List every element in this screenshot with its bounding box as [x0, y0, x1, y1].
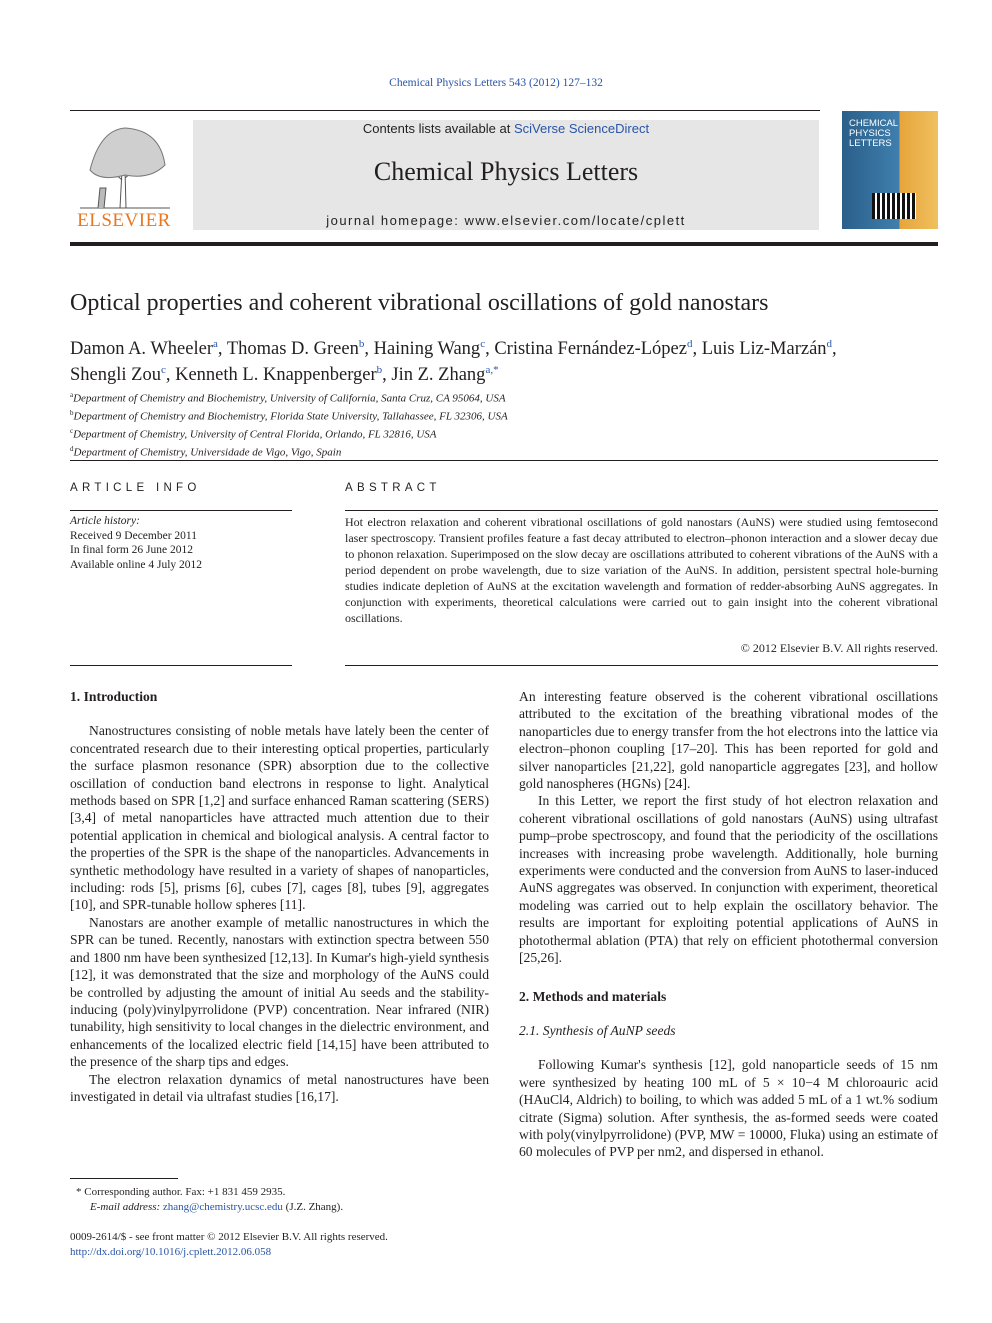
footnote: * Corresponding author. Fax: +1 831 459 2935. E-mail address: zhang@chemistry.ucsc.edu (J.Z. Zhang).: [70, 1185, 489, 1215]
author-affil-link[interactable]: d: [686, 338, 693, 350]
journal-cover: [842, 111, 938, 229]
journal-title: Chemical Physics Letters: [373, 157, 639, 186]
author: Cristina Fernández-López: [494, 339, 687, 360]
elsevier-logo: [70, 120, 178, 232]
affiliations: [70, 388, 938, 460]
author: Jin Z. Zhang: [391, 365, 486, 386]
author-affil-link[interactable]: b: [376, 364, 383, 377]
author-affil-link[interactable]: c: [160, 364, 166, 377]
paragraph: Nanostars are another example of metallic nanostructures in which the SPR can be tuned. Recently, nanostars with extinction spectra between 550 and 1800 nm have been synthesized [12,13]. In Kumar's high-yield synthesis [12], it was demonstrated that the size and morphology of the AuNS could be controlled by adjusting the amount of initial Au seeds and the stability-inducing (poly)vinylpyrrolidone (PVP) concentration. Near infrared (NIR) tunability, high sensitivity to local changes in the dielectric environment, and enhancements of the localized electric field [14,15] have been attributed to the presence of the sharp tips and edges.: [70, 914, 489, 1070]
sciencedirect-link[interactable]: SciVerse ScienceDirect: [513, 121, 650, 136]
issn-line: 0009-2614/$ - see front matter © 2012 Elsevier B.V. All rights reserved.: [70, 1231, 388, 1243]
author-affil-link[interactable]: c: [480, 338, 486, 350]
abstract-copyright: © 2012 Elsevier B.V. All rights reserved.: [740, 641, 938, 655]
author: Thomas D. Green: [226, 339, 359, 360]
author-affil-link[interactable]: a: [213, 338, 218, 350]
email-link[interactable]: zhang@chemistry.ucsc.edu: [162, 1201, 283, 1213]
affiliation: $^c$Department of Chemistry, University of Central Florida, Orlando, FL 32816, USA: [70, 426, 437, 441]
affiliation: $^d$Department of Chemistry, Universidade de Vigo, Vigo, Spain: [70, 444, 342, 459]
journal-citation[interactable]: Chemical Physics Letters 543 (2012) 127–132: [389, 77, 603, 89]
author: Kenneth L. Knappenberger: [175, 365, 377, 386]
paragraph: An interesting feature observed is the coherent vibrational oscillations attributed to the excitation of the breathing vibrational modes of the nanoparticles due to energy transfer from the hot electrons into the lattice via electron–phonon coupling [17–20]. This has been reported for gold and silver nanoparticles [21,22], gold nanoparticle aggregates [23], and hollow gold nanospheres (HGNs) [24].: [519, 689, 938, 792]
divider: [345, 665, 938, 666]
section-heading: 1. Introduction: [70, 689, 158, 704]
affiliation: $^b$Department of Chemistry and Biochemistry, Florida State University, Tallahassee, FL 32306, USA: [70, 408, 508, 423]
corresponding-author: * Corresponding author. Fax: +1 831 459 2935.: [76, 1186, 286, 1198]
paragraph: In this Letter, we report the first study of hot electron relaxation and coherent vibrational oscillations of gold nanostars (AuNS) using ultrafast pump–probe spectroscopy, and found that the periodicity of the oscillations increases with increasing probe wavelength. Additionally, hole burning experiments were conducted and the conversion from AuNS to laser-induced AuNS aggregates was observed. In conjunction with experiment, theoretical modeling was carried out to help explain the oscillatory behavior. The results are important for exploiting potential applications of AuNS in photothermal ablation (PTA) that rely on efficient photothermal conversion [25,26].: [519, 793, 938, 966]
divider: [70, 510, 292, 511]
subsection-heading: 2.1. Synthesis of AuNP seeds: [519, 1022, 676, 1038]
author: Damon A. Wheeler: [70, 339, 213, 360]
affiliation: $^a$Department of Chemistry and Biochemistry, University of California, Santa Cruz, CA 95064, USA: [70, 391, 506, 405]
footnote-rule: [70, 1178, 178, 1179]
doi-link[interactable]: http://dx.doi.org/10.1016/j.cplett.2012.06.058: [70, 1246, 272, 1258]
paragraph: Following Kumar's synthesis [12], gold nanoparticle seeds of 15 nm were synthesized by heating 100 mL of 5 × 10−4 M chloroauric acid (HAuCl4, Aldrich) to boiling, to which was added 5 mL of a 1 wt.% sodium citrate (Sigma) solution. After synthesis, the as-formed seeds were coated with poly(vinylpyrrolidone) (PVP, MW = 10000, Fluka) using an estimate of 60 molecules of PVP per nm2, and dispersed in ethanol.: [519, 1057, 938, 1160]
header-thick-rule: [70, 242, 938, 246]
revised-date: In final form 26 June 2012: [70, 544, 193, 556]
abstract-heading: ABSTRACT: [345, 482, 441, 494]
cover-title: CHEMICAL PHYSICS LETTERS: [849, 118, 899, 149]
publisher-name: ELSEVIER: [77, 210, 171, 231]
journal-homepage[interactable]: journal homepage: www.elsevier.com/locate/cplett: [326, 213, 686, 228]
divider: [70, 665, 292, 666]
author: Haining Wang: [373, 339, 481, 360]
online-date: Available online 4 July 2012: [70, 558, 203, 571]
history-label: Article history:: [70, 515, 140, 527]
header-rule: [70, 110, 820, 111]
section-heading: 2. Methods and materials: [519, 988, 667, 1004]
front-matter: [70, 1230, 489, 1260]
article-info-heading: ARTICLE INFO: [70, 482, 201, 494]
abstract-text: Hot electron relaxation and coherent vibrational oscillations of gold nanostars (AuNS) were studied using femtosecond laser spectroscopy. Transient profiles feature a fast decay attributed to electron–phonon interaction and a slower decay due to phonon relaxation. Superimposed on the slow decay are oscillations attributed to coherent vibrations of the AuNS with a period dependent on probe wavelength, due to size variation of the AuNS. In addition, persistent spectral hole-burning studies indicate depletion of AuNS at the excitation wavelength and formation of redder-absorbing AuNS aggregates. In conjunction with experiments, theoretical calculations were carried out to gain insight into the coherent vibrational oscillations.: [345, 515, 938, 625]
cover-barcode: [872, 193, 916, 219]
contents-prefix: Contents lists available at: [362, 121, 514, 136]
article-history: [70, 514, 292, 572]
paragraph: The electron relaxation dynamics of metal nanostructures have been investigated in detail via ultrafast studies [16,17].: [70, 1071, 489, 1104]
paragraph: Nanostructures consisting of noble metals have lately been the center of concentrated research due to their interesting optical properties, particularly the surface plasmon resonance (SPR) absorption due to the collective oscillation of conduction band electrons in response to light. Analytical methods based on SPR [1,2] and surface enhanced Raman scattering (SERS) [3,4] of metal nanoparticles have attracted much attention due to their potential application in chemical and biological analysis. A central factor to the properties of the SPR is the shape of the nanoparticles. Advancements in synthetic methodology have resulted in a variety of shapes of nanoparticles, including: rods [5], prisms [6], cubes [7], cages [8], tubes [9], aggregates [10], and SPR-tunable hollow spheres [11].: [70, 723, 489, 913]
author-affil-link[interactable]: b: [358, 338, 365, 350]
received-date: Received 9 December 2011: [70, 529, 197, 542]
right-column: [519, 688, 938, 1161]
contents-line: [193, 120, 819, 136]
author: Shengli Zou: [70, 365, 161, 386]
left-column: [70, 688, 489, 1105]
author-affil-link[interactable]: d: [826, 338, 833, 350]
article-title: Optical properties and coherent vibrational oscillations of gold nanostars: [70, 290, 769, 316]
author-list: Damon A. Wheeler$^a$, Thomas D. Green$^b$, Haining Wang$^c$, Cristina Fernández-López$^d$, Luis Liz-Marzán$^d$, Shengli Zou$^c$, Kenneth L. Knappenberger$^b$, Jin Z. Zhang$^{a,*}$: [70, 338, 837, 386]
author: Luis Liz-Marzán: [701, 339, 827, 360]
author-affil-link[interactable]: a,*: [485, 364, 499, 377]
divider: [70, 460, 938, 461]
divider: [345, 510, 938, 511]
